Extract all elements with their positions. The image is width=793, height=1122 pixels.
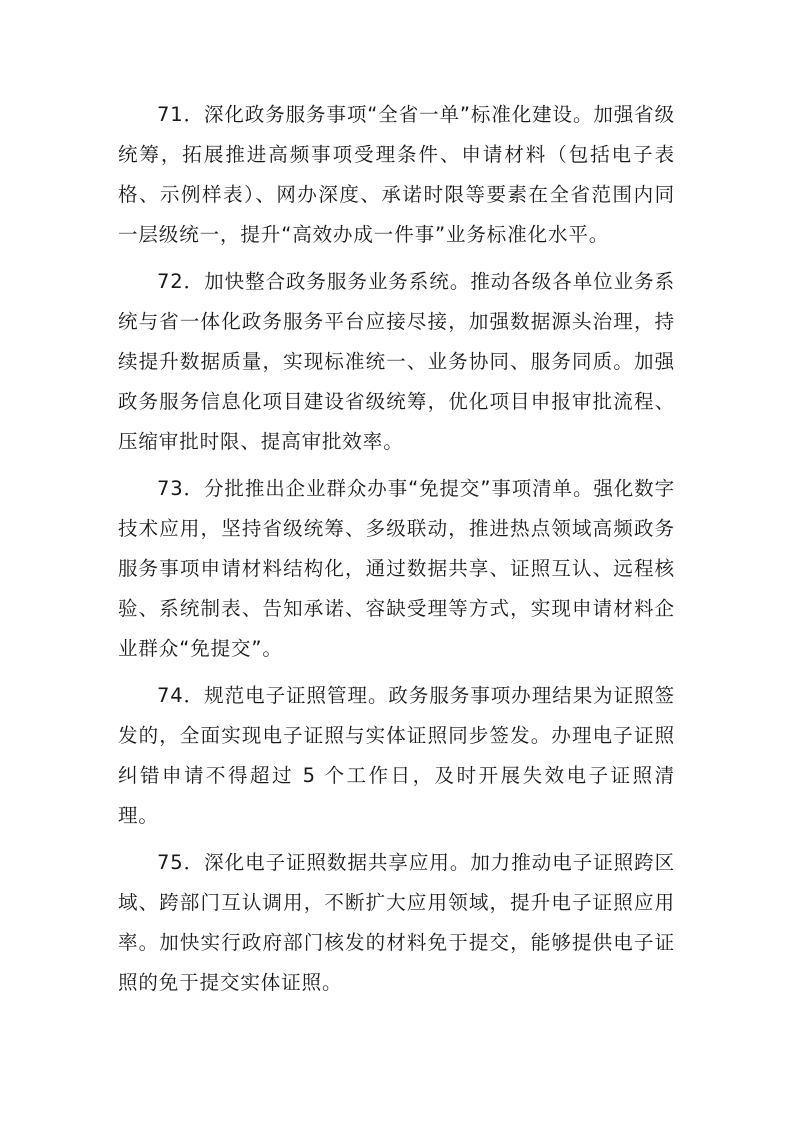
- paragraph-item-73: 73．分批推出企业群众办事“免提交”事项清单。强化数字技术应用，坚持省级统筹、多级联动，推进热点领域高频政务服务事项申请材料结构化，通过数据共享、证照互认、远程核验、系统制表、告知承诺、容缺受理等方式，实现申请材料企业群众“免提交”。: [118, 477, 675, 660]
- paragraph-item-72: 72．加快整合政务服务业务系统。推动各级各单位业务系统与省一体化政务服务平台应接尽接，加强数据源头治理，持续提升数据质量，实现标准统一、业务协同、服务同质。加强政务服务信息化项目建设省级统筹，优化项目申报审批流程、压缩审批时限、提高审批效率。: [118, 270, 675, 453]
- paragraph-item-71: 71．深化政务服务事项“全省一单”标准化建设。加强省级统筹，拓展推进高频事项受理条件、申请材料（包括电子表格、示例样表）、网办深度、承诺时限等要素在全省范围内同一层级统一，提升“高效办成一件事”业务标准化水平。: [118, 103, 675, 246]
- paragraph-item-74: 74．规范电子证照管理。政务服务事项办理结果为证照签发的，全面实现电子证照与实体证照同步签发。办理电子证照纠错申请不得超过 5 个工作日，及时开展失效电子证照清理。: [118, 684, 675, 827]
- paragraph-item-75: 75．深化电子证照数据共享应用。加力推动电子证照跨区域、跨部门互认调用，不断扩大应用领域，提升电子证照应用率。加快实行政府部门核发的材料免于提交，能够提供电子证照的免于提交实体证照。: [118, 851, 675, 994]
